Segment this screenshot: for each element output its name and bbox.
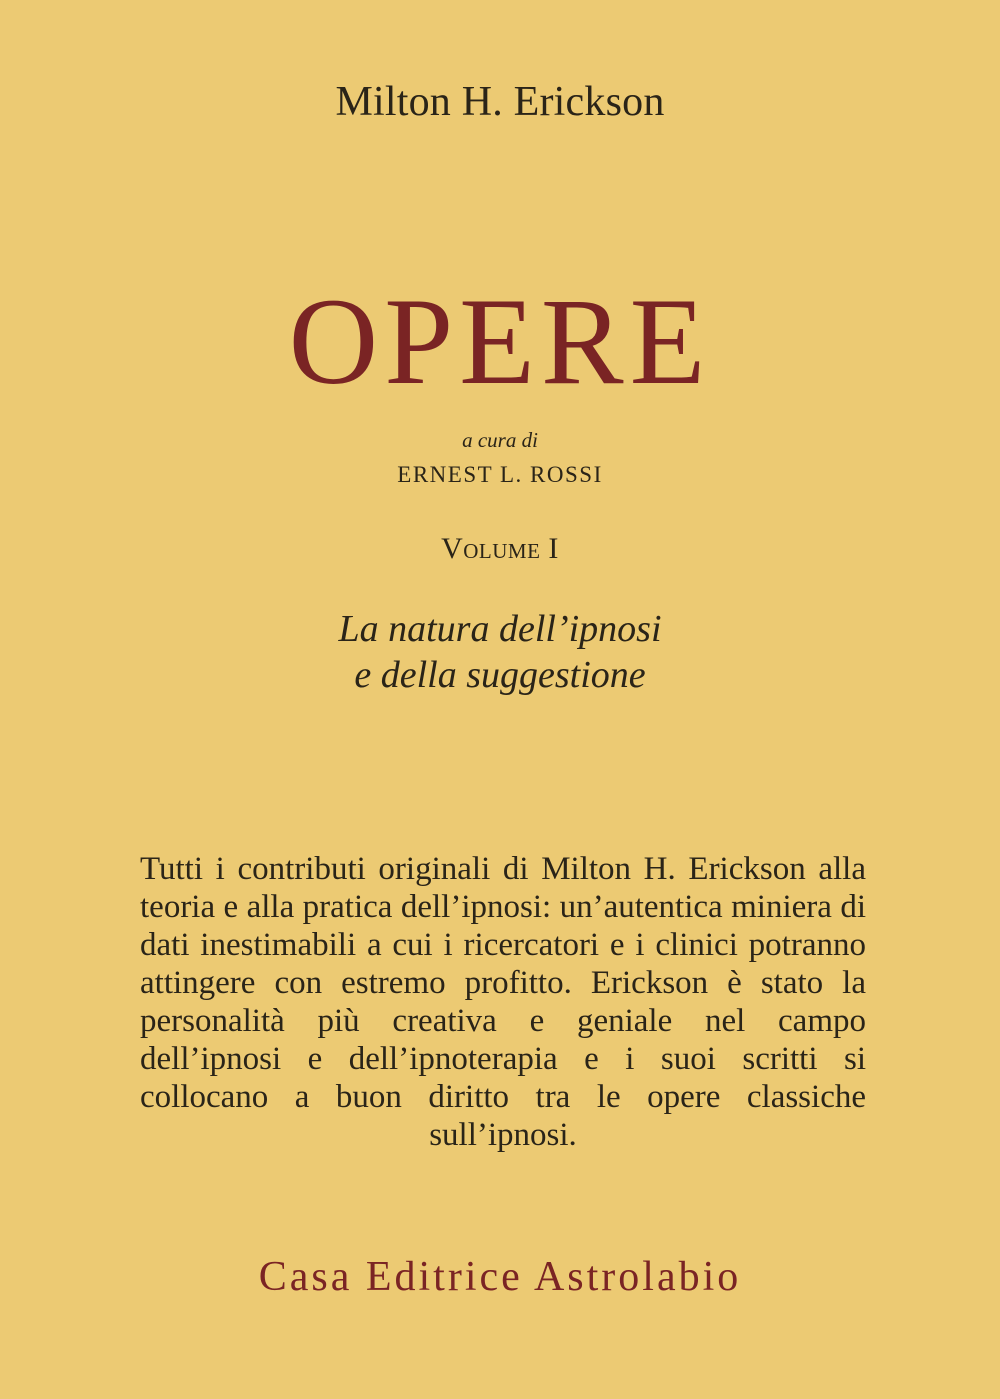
book-title: OPERE (288, 273, 712, 410)
book-subtitle (0, 606, 1000, 698)
subtitle-line-1: La natura dell’ipnosi (338, 608, 662, 650)
editor-name: ERNEST L. ROSSI (397, 462, 603, 487)
subtitle-line-2: e della suggestione (354, 654, 646, 696)
publisher-name: Casa Editrice Astrolabio (258, 1254, 742, 1300)
cover-blurb: Tutti i contributi originali di Milton H. Erickson alla teoria e alla pratica dell’ipnosi: un’autentica miniera di dati inestimabili a cui i ricercatori e i clinici potranno attingere con estremo profitto. Erickson è stato la personalità più creativa e geniale nel campo dell’ipnosi e dell’ipnoterapia e i suoi scritti si collocano a buon diritto tra le opere classiche sull’ipnosi. (140, 851, 866, 1153)
curator-label: a cura di (462, 428, 538, 452)
volume-label: Volume I (441, 532, 559, 565)
author-name: Milton H. Erickson (335, 79, 665, 125)
